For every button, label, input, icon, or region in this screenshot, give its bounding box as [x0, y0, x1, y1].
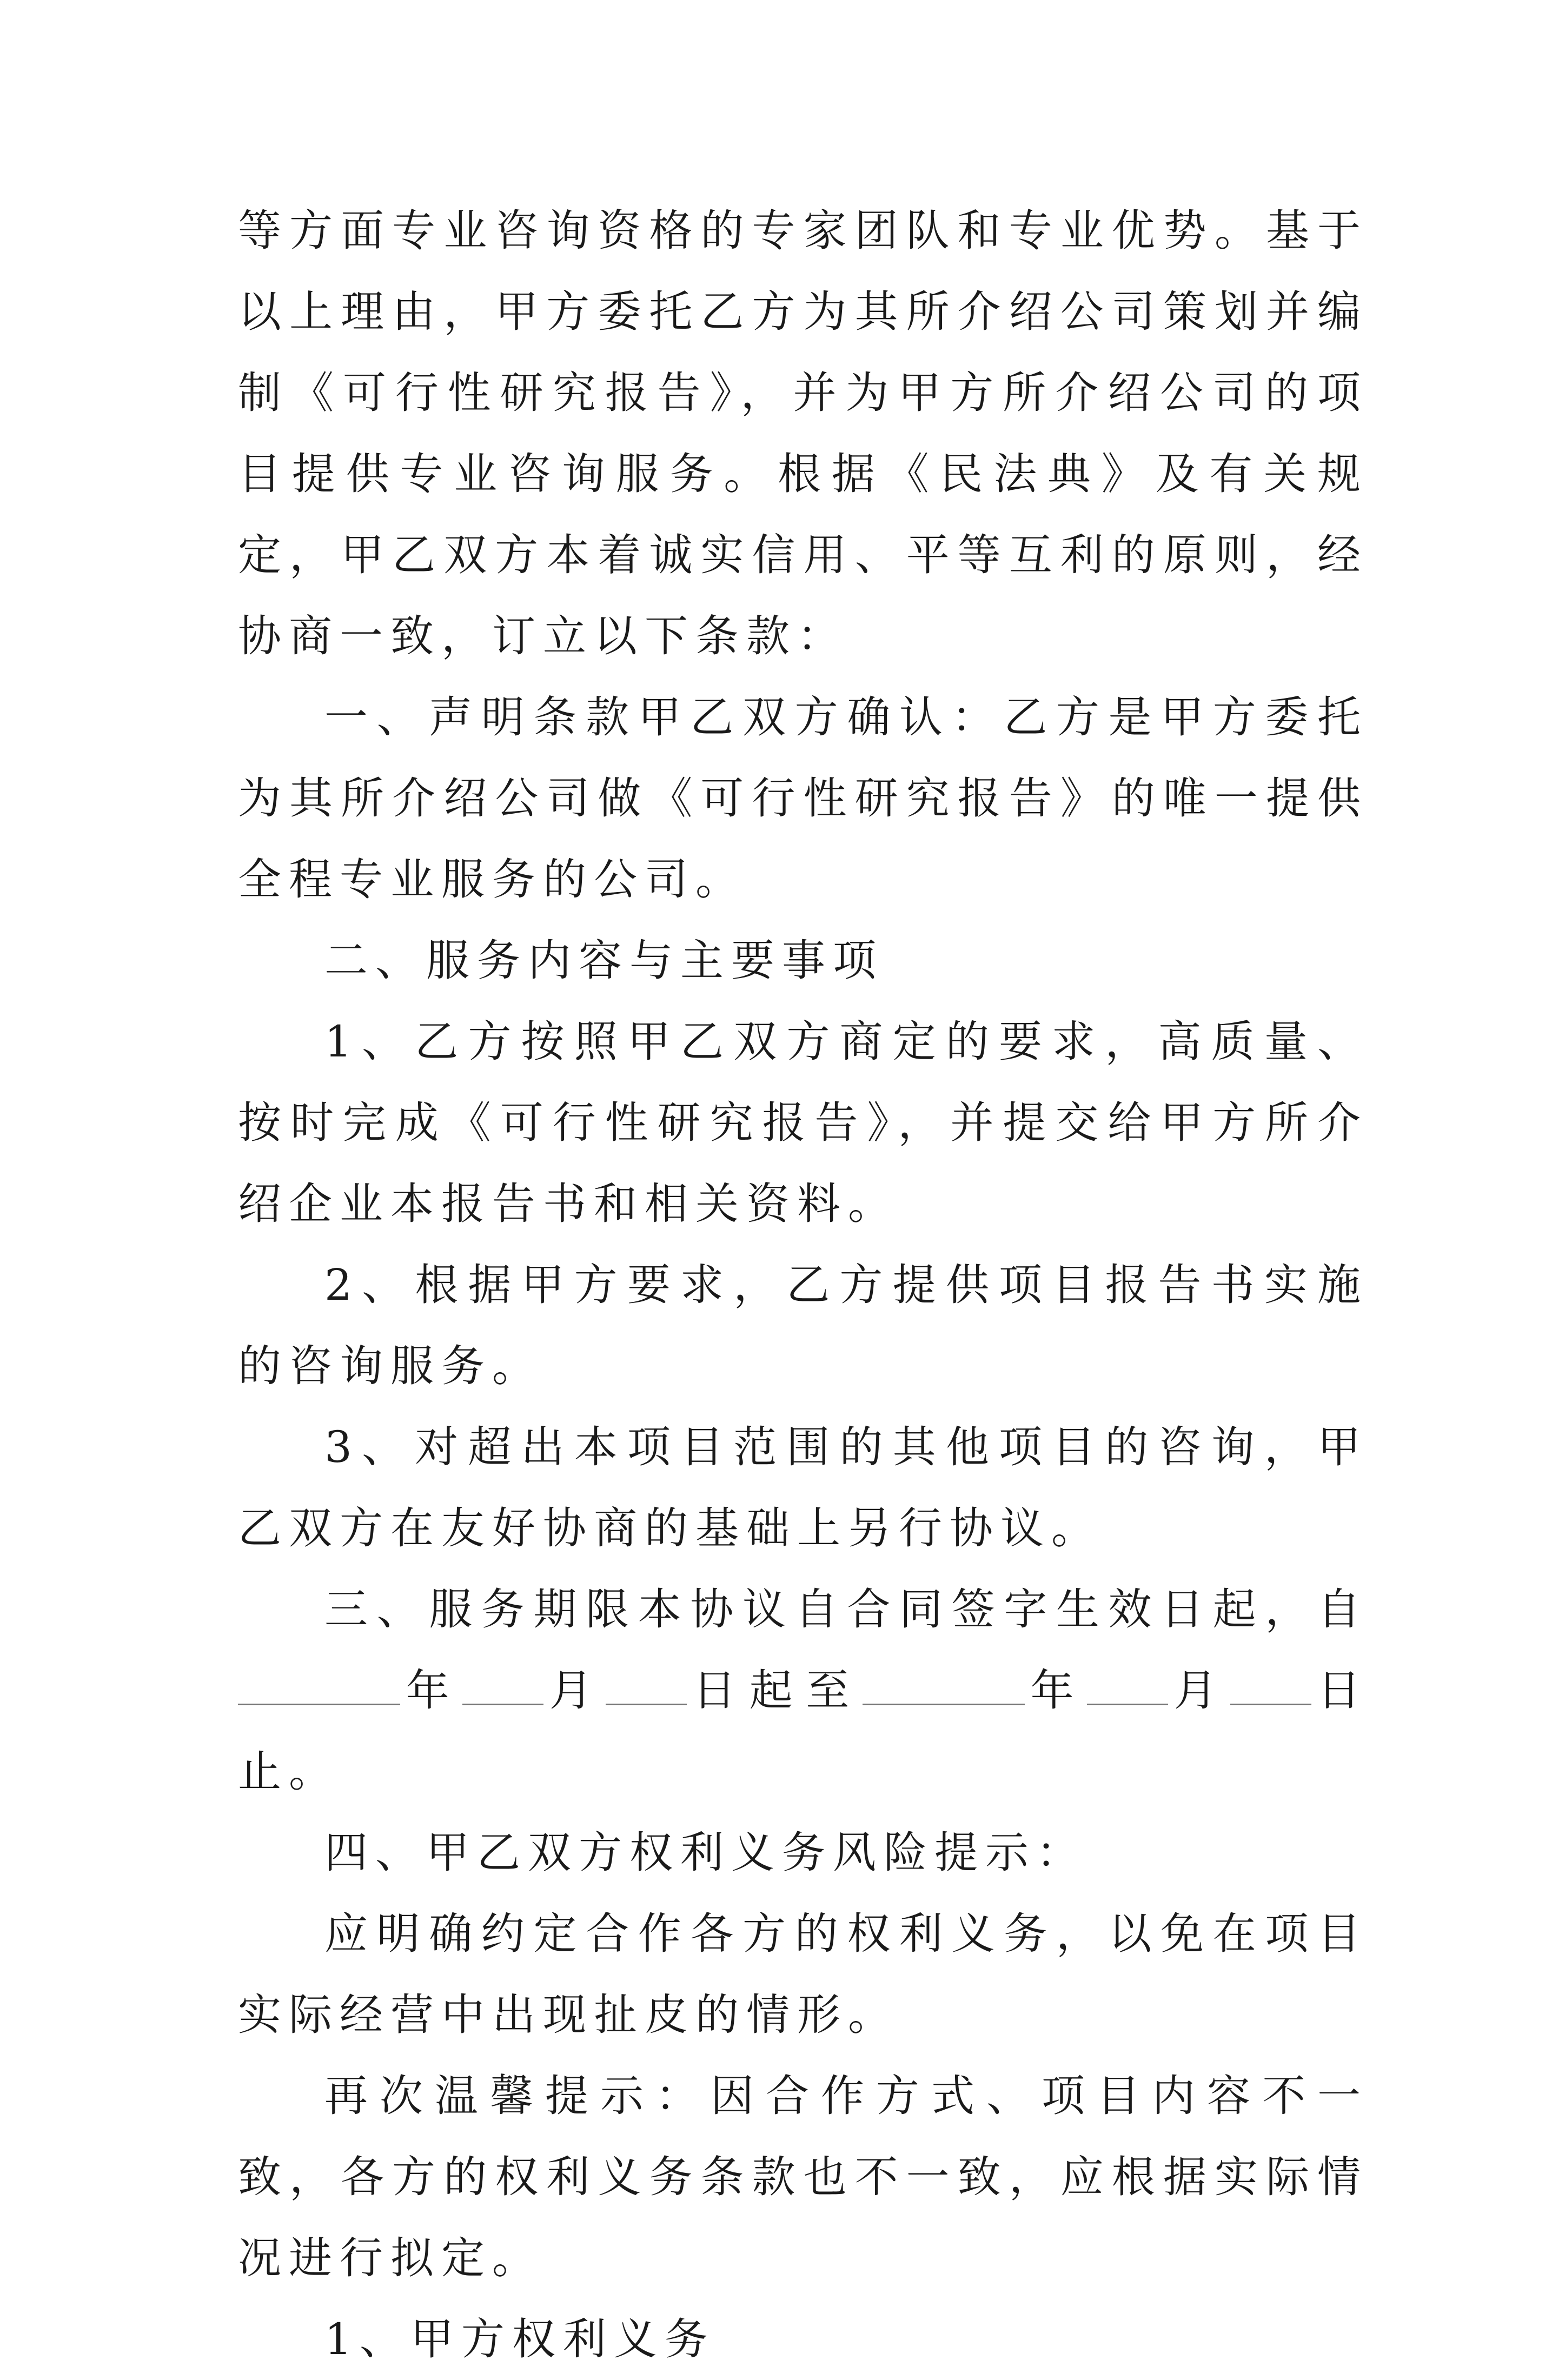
- paragraph-service-item-2: 2、根据甲方要求，乙方提供项目报告书实施的咨询服务。: [238, 1260, 1368, 1391]
- start-month-blank[interactable]: [462, 1665, 543, 1705]
- term-day-label-1: 日起至: [687, 1665, 863, 1716]
- paragraph-rights-note: 应明确约定合作各方的权利义务，以免在项目实际经营中出现扯皮的情形。: [238, 1909, 1368, 2040]
- paragraph-service-item-3: 3、对超出本项目范围的其他项目的咨询，甲乙双方在友好协商的基础上另行协议。: [238, 1422, 1368, 1553]
- paragraph-service-item-1: 1、乙方按照甲乙双方商定的要求，高质量、按时完成《可行性研究报告》，并提交给甲方所介绍企业本报告书和相关资料。: [238, 1016, 1368, 1229]
- end-day-blank[interactable]: [1230, 1665, 1311, 1705]
- end-year-blank[interactable]: [863, 1665, 1025, 1705]
- paragraph-service-heading: 二、服务内容与主要事项: [324, 935, 884, 986]
- end-month-blank[interactable]: [1087, 1665, 1168, 1705]
- paragraph-reminder: 再次温馨提示：因合作方式、项目内容不一致，各方的权利义务条款也不一致，应根据实际情况进行拟定。: [238, 2071, 1368, 2283]
- paragraph-intro: 等方面专业咨询资格的专家团队和专业优势。基于以上理由，甲方委托乙方为其所介绍公司策划并编制《可行性研究报告》，并为甲方所介绍公司的项目提供专业咨询服务。根据《民法典》及有关规定，甲乙双方本着诚实信用、平等互利的原则，经协商一致，订立以下条款：: [238, 205, 1368, 661]
- paragraph-declaration-clause: 一、声明条款甲乙双方确认：乙方是甲方委托为其所介绍公司做《可行性研究报告》的唯一提供全程专业服务的公司。: [238, 692, 1368, 905]
- term-month-label-1: 月: [543, 1665, 606, 1716]
- paragraph-party-a-rights: 1、甲方权利义务: [324, 2314, 715, 2364]
- paragraph-term-clause: [238, 1569, 1368, 1812]
- start-year-blank[interactable]: [238, 1665, 400, 1705]
- paragraph-rights-heading: 四、甲乙双方权利义务风险提示：: [324, 1827, 1087, 1878]
- start-day-blank[interactable]: [606, 1665, 687, 1705]
- term-month-label-2: 月: [1168, 1665, 1231, 1716]
- term-year-label-1: 年: [400, 1665, 463, 1716]
- term-day-label-2: 日止。: [238, 1665, 1369, 1797]
- term-year-label-2: 年: [1024, 1665, 1087, 1716]
- document-body: [238, 190, 1368, 2380]
- term-clause-prefix: 三、服务期限本协议自合同签字生效日起，自: [324, 1584, 1368, 1634]
